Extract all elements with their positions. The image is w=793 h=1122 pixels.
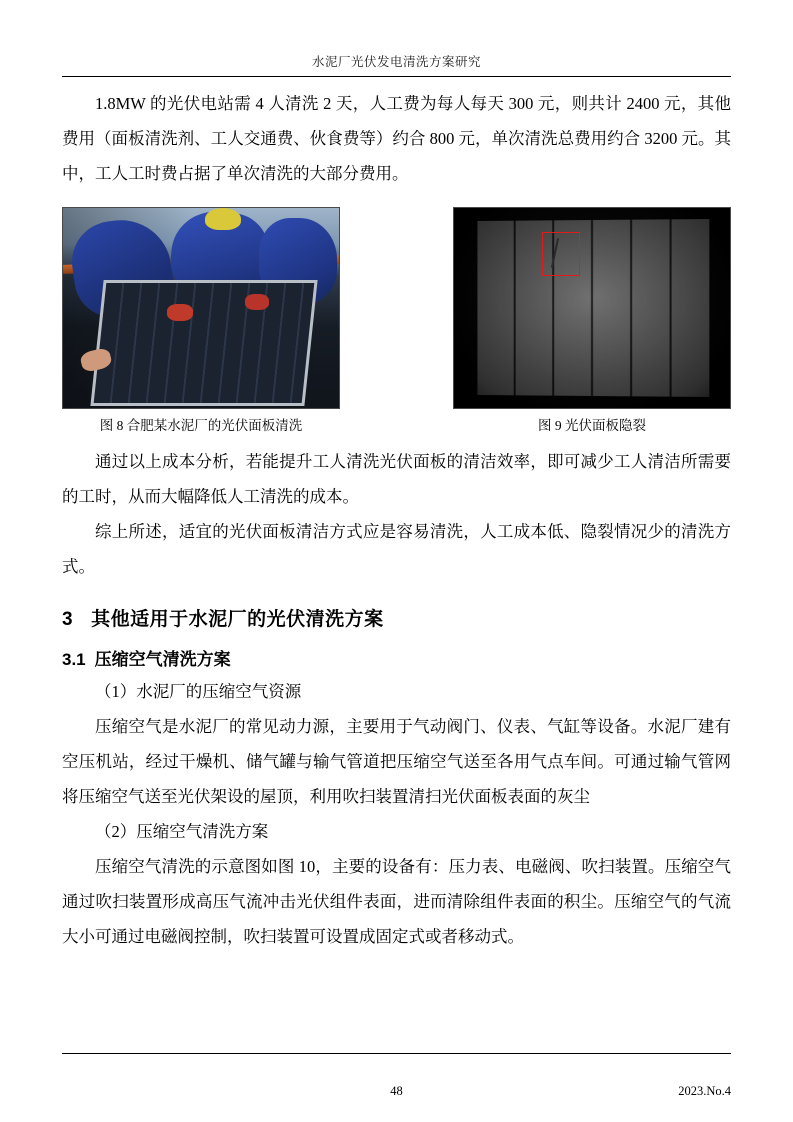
paragraph-item-2-label: （2）压缩空气清洗方案 [95,822,269,841]
paragraph-summary: 综上所述，适宜的光伏面板清洁方式应是容易清洗，人工成本低、隐裂情况少的清洗方式。 [62,522,731,576]
pv-panel [90,280,317,406]
page-number: 48 [390,1084,403,1098]
figure-9 [453,207,731,436]
header-divider [62,76,731,77]
image-vignette [454,208,730,408]
paragraph-compressed-air-scheme: 压缩空气清洗的示意图如图 10，主要的设备有：压力表、电磁阀、吹扫装置。压缩空气通过吹扫装置形成高压气流冲击光伏组件表面，进而清除组件表面的积尘。压缩空气的气流大小可通过电磁阀控制，吹扫装置可设置成固定式或者移动式。 [62,857,731,946]
running-header: 水泥厂光伏发电清洗方案研究 [311,55,481,69]
paragraph-efficiency: 通过以上成本分析，若能提升工人清洗光伏面板的清洁效率，即可减少工人清洁所需要的工时，从而大幅降低人工清洗的成本。 [62,452,731,506]
paragraph-compressed-air-resource: 压缩空气是水泥厂的常见动力源，主要用于气动阀门、仪表、气缸等设备。水泥厂建有空压机站，经过干燥机、储气罐与输气管道把压缩空气送至各用气点车间。可通过输气管网将压缩空气送至光伏架设的屋顶，利用吹扫装置清扫光伏面板表面的灰尘 [62,717,731,806]
worker-glove [245,294,269,310]
paragraph-cost-analysis: 1.8MW 的光伏电站需 4 人清洗 2 天，人工费为每人每天 300 元，则共计 2400 元，其他费用（面板清洗剂、工人交通费、伙食费等）约合 800 元，单次清洗总费用约合 3200 元。其中，工人工时费占据了单次清洗的大部分费用。 [62,94,731,183]
figure-8-image [62,207,340,409]
section-title: 其他适用于水泥厂的光伏清洗方案 [91,609,384,630]
worker-glove [167,304,193,321]
figure-9-caption: 图 9 光伏面板隐裂 [538,418,646,433]
section-number: 3 [62,609,74,630]
microcrack-highlight-box [542,232,580,276]
paragraph-item-1-label: （1）水泥厂的压缩空气资源 [95,682,302,701]
safety-helmet [205,208,241,230]
photo-panel-cleaning [63,208,339,408]
footer-divider [62,1053,731,1054]
heading-subsection-3-1 [62,645,731,670]
page-content [62,86,731,954]
heading-section-3 [62,604,731,631]
issue-label: 2023.No.4 [678,1084,731,1098]
photo-el-microcrack [454,208,730,408]
figure-9-image [453,207,731,409]
figure-8 [62,207,340,436]
subsection-title: 压缩空气清洗方案 [94,650,231,669]
figure-8-caption: 图 8 合肥某水泥厂的光伏面板清洗 [99,418,303,433]
subsection-number: 3.1 [62,650,86,669]
figure-row [62,207,731,436]
